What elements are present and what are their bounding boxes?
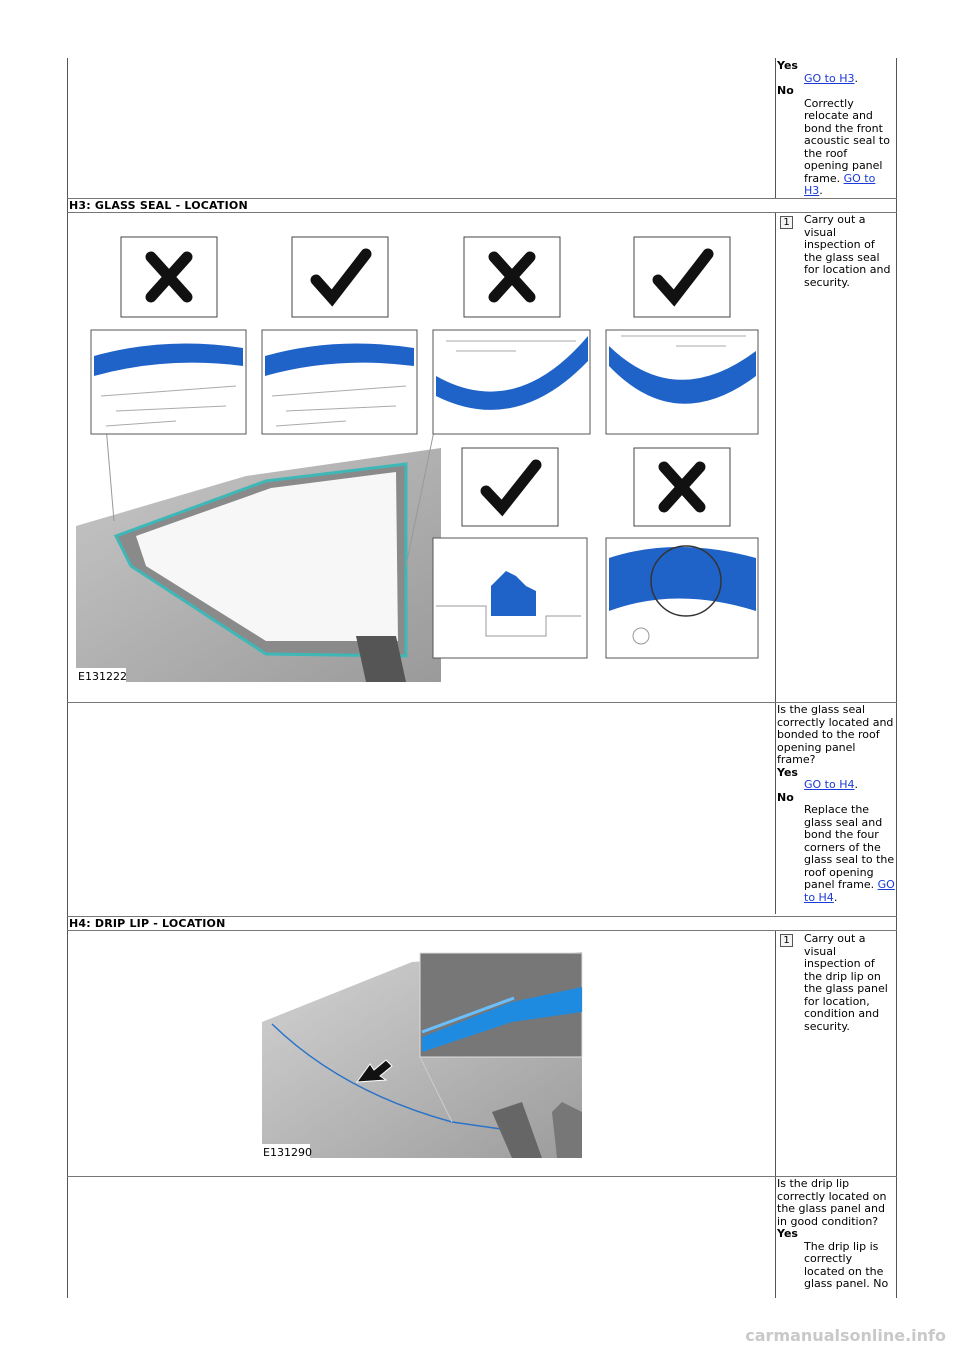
drip-lip-figure bbox=[262, 952, 584, 1158]
check-icon bbox=[462, 448, 558, 526]
cross-icon bbox=[121, 237, 217, 317]
yes-label: Yes bbox=[777, 765, 798, 779]
table-right-border bbox=[896, 58, 897, 1298]
seal-detail-2 bbox=[262, 330, 417, 434]
glass-seal-figure bbox=[76, 236, 760, 682]
yes-instruction: The drip lip is correctly located on the glass panel. No bbox=[804, 1239, 889, 1290]
seal-profile-detail bbox=[433, 538, 587, 658]
seal-detail-4 bbox=[606, 330, 758, 434]
no-instruction: Replace the glass seal and bond the four corners of the glass seal to the roof opening panel frame. bbox=[804, 803, 895, 891]
row-divider bbox=[67, 1176, 897, 1177]
step-instruction: Carry out a visual inspection of the drip lip on the glass panel for location, condition and security. bbox=[804, 932, 888, 1033]
check-icon bbox=[634, 237, 730, 317]
no-label: No bbox=[777, 790, 794, 804]
section-heading-h4: H4: DRIP LIP - LOCATION bbox=[69, 917, 226, 930]
figure-id-label: E131290 bbox=[263, 1146, 312, 1158]
step-instruction: Carry out a visual inspection of the glass seal for location and security. bbox=[804, 213, 891, 289]
h3-question: Is the glass seal correctly located and bonded to the roof opening panel frame? bbox=[777, 703, 894, 766]
go-to-h3-link-2[interactable]: GO to H3 bbox=[804, 171, 876, 197]
figure-id-label: E131222 bbox=[78, 670, 127, 682]
seal-detail-3 bbox=[433, 330, 590, 434]
no-label: No bbox=[777, 84, 794, 97]
section-heading-h3: H3: GLASS SEAL - LOCATION bbox=[69, 199, 248, 212]
go-to-h4-link-2[interactable]: GO to H4 bbox=[804, 878, 895, 904]
seal-detail-1 bbox=[91, 330, 246, 434]
top-answer-block: Yes GO to H3. No Correctly relocate and bond the front acoustic seal to the roof opening panel frame. GO to H3. bbox=[777, 60, 895, 198]
row-divider bbox=[67, 702, 897, 703]
step-number-badge: 1 bbox=[780, 934, 793, 947]
check-icon bbox=[292, 237, 388, 317]
table-column-divider bbox=[775, 58, 776, 198]
cross-icon bbox=[634, 448, 730, 526]
h4-question: Is the drip lip correctly located on the glass panel and in good condition? bbox=[777, 1177, 887, 1228]
watermark: carmanualsonline.info bbox=[745, 1326, 946, 1345]
table-column-divider bbox=[775, 212, 776, 914]
step-number-badge: 1 bbox=[780, 216, 793, 229]
cross-icon bbox=[464, 237, 560, 317]
yes-label: Yes bbox=[777, 1227, 798, 1240]
go-to-h3-link[interactable]: GO to H3 bbox=[804, 71, 855, 85]
table-left-border bbox=[67, 58, 68, 1298]
table-column-divider bbox=[775, 930, 776, 1298]
no-instruction: Correctly relocate and bond the front acoustic seal to the roof opening panel frame. bbox=[804, 96, 890, 185]
go-to-h4-link[interactable]: GO to H4 bbox=[804, 778, 855, 791]
seal-corner-detail bbox=[606, 538, 758, 658]
h4-question-block bbox=[777, 1178, 895, 1291]
h3-question-block: Is the glass seal correctly located and bonded to the roof opening panel frame? Yes GO to H4. No Replace the glass seal and bond the four corners of the glass seal to the roof opening panel frame. GO to H4. bbox=[777, 703, 895, 904]
yes-label: Yes bbox=[777, 59, 798, 72]
